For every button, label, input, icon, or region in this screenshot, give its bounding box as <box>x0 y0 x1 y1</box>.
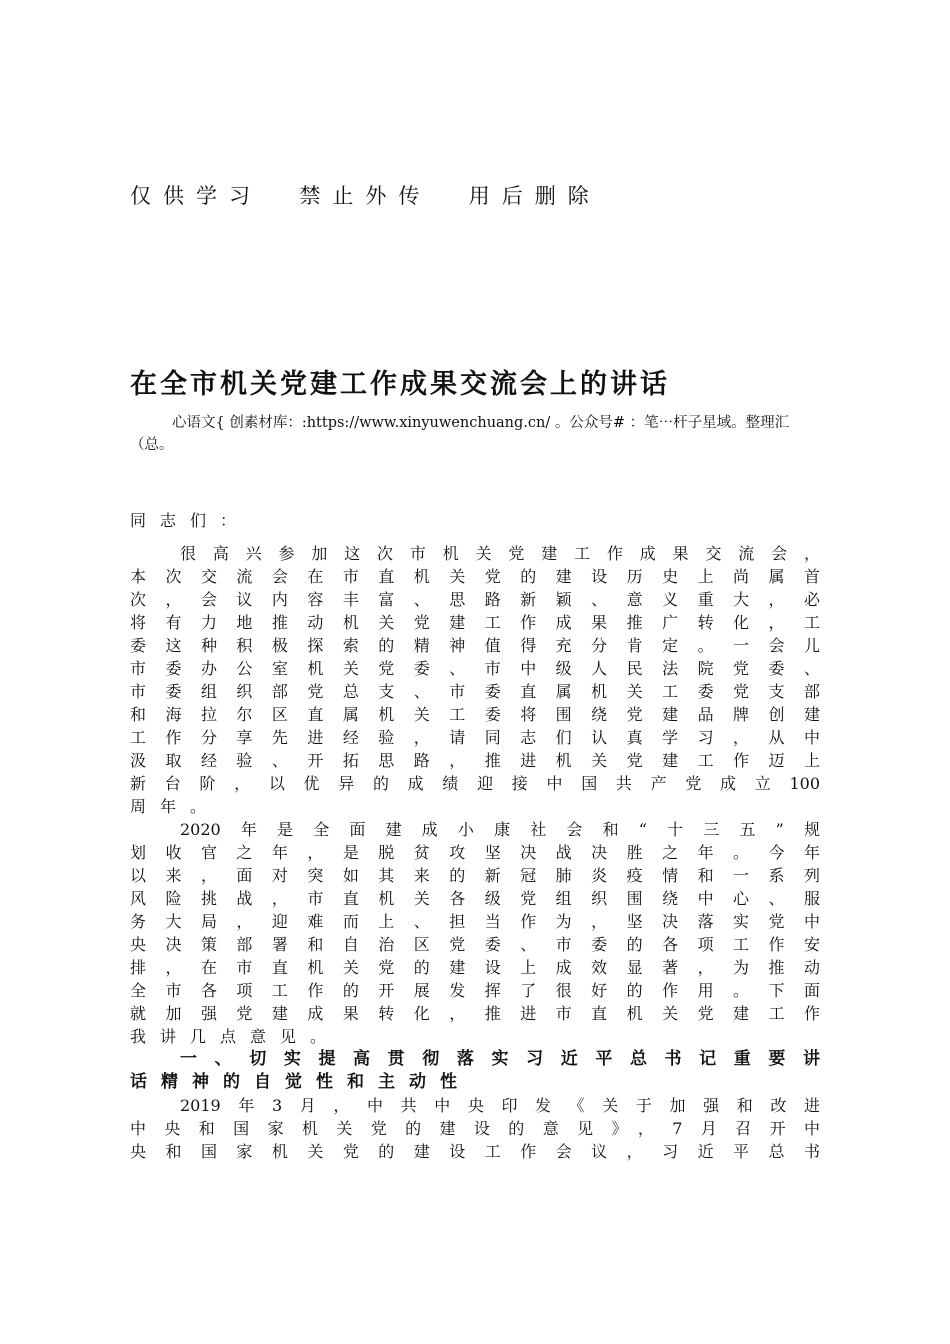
greeting: 同志们： <box>130 511 251 530</box>
text-line: 市委组织部党总支、市委直属机关工委党支部 <box>130 682 820 701</box>
text-line: 市委办公室机关党委、市中级人民法院党委、 <box>130 659 820 678</box>
text-line: 央决策部署和自治区党委、市委的各项工作安 <box>130 935 820 954</box>
text-line: 次，会议内容丰富、思路新颖、意义重大，必 <box>130 590 820 609</box>
text-line: 我讲几点意见。 <box>130 1027 341 1046</box>
text-line: 就加强党建成果转化，推进市直机关党建工作 <box>130 1004 820 1023</box>
text-line: 2020年是全面建成小康社会和“十三五”规 <box>180 820 820 839</box>
source-line: 心语文{ 创素材库：:https://www.xinyuwenchuang.cn/ 。公众号# ：笔⋯杆子星域。整理汇（总。 <box>130 415 790 453</box>
text-line: 全市各项工作的开展发挥了很好的作用。下面 <box>130 981 820 1000</box>
text-line: 委这种积极探索的精神值得充分肯定。一会儿 <box>130 636 820 655</box>
text-line: 排，在市直机关党的建设上成效显著，为推动 <box>130 958 820 977</box>
text-line: 很高兴参加这次市机关党建工作成果交流会， <box>180 544 820 563</box>
text-line: 央和国家机关党的建设工作会议，习近平总书 <box>130 1142 820 1161</box>
text-line: 周年。 <box>130 797 221 816</box>
text-line: 工作分享先进经验，请同志们认真学习，从中 <box>130 728 820 747</box>
text-line: 2019年3月，中共中央印发《关于加强和改进 <box>180 1096 820 1115</box>
text-line: 和海拉尔区直属机关工委将围绕党建品牌创建 <box>130 705 820 724</box>
text-line: 新台阶，以优异的成绩迎接中国共产党成立100 <box>130 774 820 793</box>
page-title: 在全市机关党建工作成果交流会上的讲话 <box>130 369 670 400</box>
text-line: 将有力地推动机关党建工作成果推广转化，工 <box>130 613 820 632</box>
text-line: 本次交流会在市直机关党的建设历史上尚属首 <box>130 567 820 586</box>
text-line: 汲取经验、开拓思路，推进机关党建工作迈上 <box>130 751 820 770</box>
section-heading: 一、切实提高贯彻落实习近平总书记重要讲 <box>180 1049 820 1069</box>
text-line: 以来，面对突如其来的新冠肺炎疫情和一系列 <box>130 866 820 885</box>
text-line: 风险挑战，市直机关各级党组织围绕中心、服 <box>130 889 820 908</box>
text-line: 务大局，迎难而上、担当作为，坚决落实党中 <box>130 912 820 931</box>
body-text <box>130 542 820 1163</box>
text-line: 划收官之年，是脱贫攻坚决战决胜之年。今年 <box>130 843 820 862</box>
notice-banner: 仅供学习 禁止外传 用后删除 <box>130 184 601 208</box>
text-line: 中央和国家机关党的建设的意见》，7月召开中 <box>130 1119 820 1138</box>
section-heading: 话精神的自觉性和主动性 <box>130 1072 471 1092</box>
